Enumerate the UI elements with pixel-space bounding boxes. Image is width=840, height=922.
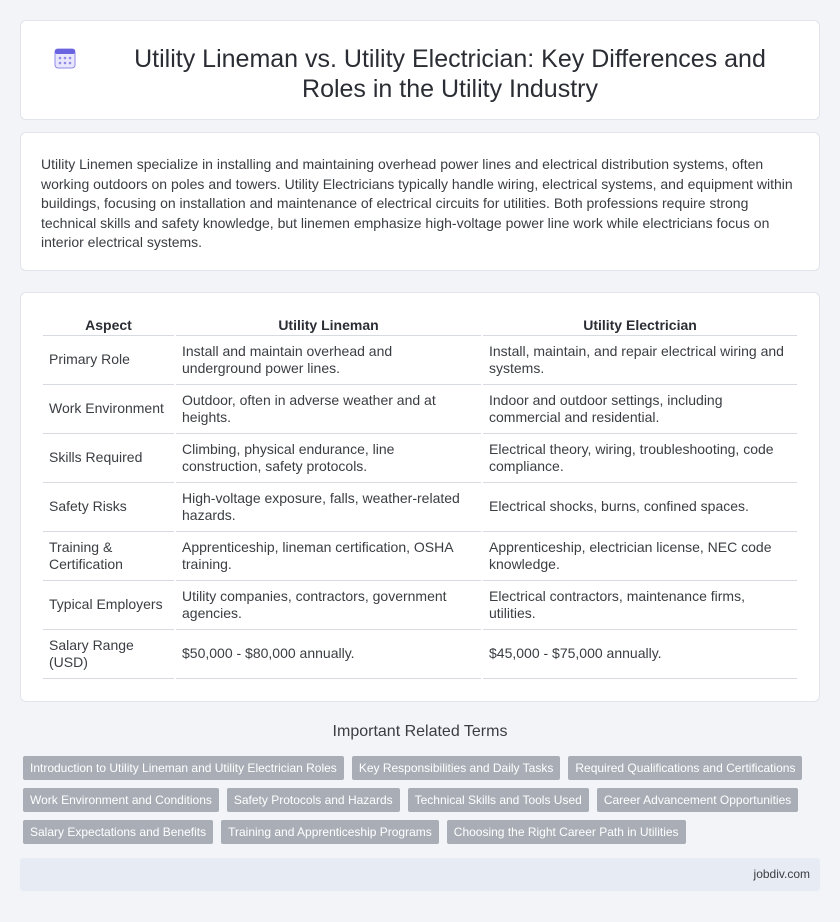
row-aspect: Work Environment (43, 385, 174, 434)
row-lineman: Apprenticeship, lineman certification, OSHA training. (176, 532, 481, 581)
related-term-tag[interactable]: Required Qualifications and Certifications (568, 756, 802, 780)
related-term-tag[interactable]: Choosing the Right Career Path in Utilities (447, 820, 686, 844)
row-electrician: $45,000 - $75,000 annually. (483, 630, 797, 679)
row-lineman: Outdoor, often in adverse weather and at heights. (176, 385, 481, 434)
row-lineman: High-voltage exposure, falls, weather-related hazards. (176, 483, 481, 532)
row-electrician: Apprenticeship, electrician license, NEC code knowledge. (483, 532, 797, 581)
related-term-tag[interactable]: Safety Protocols and Hazards (227, 788, 400, 812)
header-aspect: Aspect (43, 315, 174, 336)
table-row (43, 483, 797, 532)
related-term-tag[interactable]: Introduction to Utility Lineman and Utility Electrician Roles (23, 756, 344, 780)
header-electrician: Utility Electrician (483, 315, 797, 336)
related-term-tag[interactable]: Work Environment and Conditions (23, 788, 219, 812)
row-aspect: Salary Range (USD) (43, 630, 174, 679)
row-aspect: Typical Employers (43, 581, 174, 630)
row-aspect: Safety Risks (43, 483, 174, 532)
intro-card (20, 132, 820, 271)
table-row (43, 532, 797, 581)
table-row (43, 434, 797, 483)
row-electrician: Electrical theory, wiring, troubleshooting, code compliance. (483, 434, 797, 483)
row-lineman: $50,000 - $80,000 annually. (176, 630, 481, 679)
header-lineman: Utility Lineman (176, 315, 481, 336)
intro-text: Utility Linemen specialize in installing and maintaining overhead power lines and electrical distribution systems, often working outdoors on poles and towers. Utility Electricians typically handle wiring, electrical systems, and equipment within buildings, focusing on installation and maintenance of electrical circuits for utilities. Both professions require strong technical skills and safety knowledge, but linemen emphasize high-voltage power line work while electricians focus on interior electrical systems. (41, 156, 793, 251)
table-header-row (43, 315, 797, 336)
table-row (43, 581, 797, 630)
row-electrician: Electrical contractors, maintenance firms, utilities. (483, 581, 797, 630)
title-card (20, 20, 820, 120)
table-row (43, 630, 797, 679)
related-term-tag[interactable]: Salary Expectations and Benefits (23, 820, 213, 844)
table-row (43, 336, 797, 385)
row-lineman: Climbing, physical endurance, line construction, safety protocols. (176, 434, 481, 483)
related-terms-list (23, 756, 823, 844)
footer (20, 858, 820, 891)
row-electrician: Install, maintain, and repair electrical wiring and systems. (483, 336, 797, 385)
page-title: Utility Lineman vs. Utility Electrician: Key Differences and Roles in the Utility Industry (134, 45, 766, 103)
row-aspect: Primary Role (43, 336, 174, 385)
related-term-tag[interactable]: Training and Apprenticeship Programs (221, 820, 439, 844)
row-electrician: Indoor and outdoor settings, including commercial and residential. (483, 385, 797, 434)
row-aspect: Skills Required (43, 434, 174, 483)
related-term-tag[interactable]: Career Advancement Opportunities (597, 788, 798, 812)
calendar-icon (53, 46, 77, 70)
table-row (43, 385, 797, 434)
row-lineman: Utility companies, contractors, government agencies. (176, 581, 481, 630)
row-aspect: Training & Certification (43, 532, 174, 581)
comparison-table-card (20, 292, 820, 702)
footer-site-link[interactable]: jobdiv.com (753, 867, 810, 881)
related-terms-title: Important Related Terms (332, 723, 508, 740)
related-term-tag[interactable]: Key Responsibilities and Daily Tasks (352, 756, 561, 780)
row-lineman: Install and maintain overhead and underground power lines. (176, 336, 481, 385)
related-term-tag[interactable]: Technical Skills and Tools Used (408, 788, 589, 812)
comparison-table (41, 315, 799, 679)
row-electrician: Electrical shocks, burns, confined spaces. (483, 483, 797, 532)
